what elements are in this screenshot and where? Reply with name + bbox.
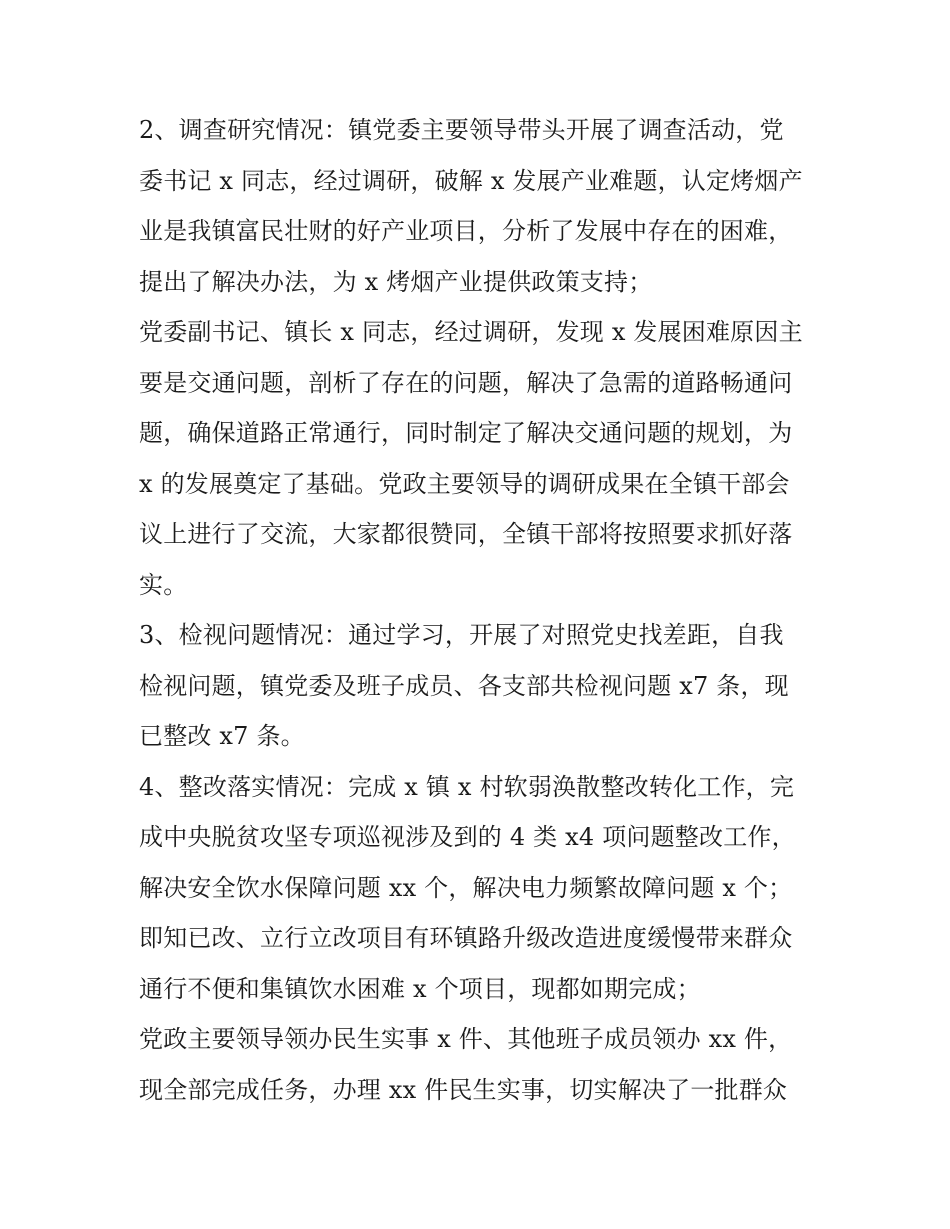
text-line-5: 党委副书记、镇长 x 同志，经过调研，发现 x 发展困难原因主 [139,318,803,346]
text-line-11: 3、检视问题情况：通过学习，开展了对照党史找差距，自我 [139,621,784,649]
text-line-1: 2、调查研究情况：镇党委主要领导带头开展了调查活动，党 [139,116,784,144]
text-line-4: 提出了解决办法，为 x 烤烟产业提供政策支持； [139,267,653,296]
text-line-12: 检视问题，镇党委及班子成员、各支部共检视问题 x7 条，现 [139,671,789,700]
text-line-15: 成中央脱贫攻坚专项巡视涉及到的 4 类 x4 项问题整改工作， [139,823,796,851]
text-line-13: 已整改 x7 条。 [139,722,305,750]
text-line-10: 实。 [139,570,188,599]
text-line-19: 党政主要领导领办民生实事 x 件、其他班子成员领办 xx 件， [139,1025,793,1053]
text-line-20: 现全部完成任务，办理 xx 件民生实事，切实解决了一批群众 [139,1075,788,1104]
text-line-18: 通行不便和集镇饮水困难 x 个项目，现都如期完成； [139,974,701,1003]
text-line-8: x 的发展奠定了基础。党政主要领导的调研成果在全镇干部会 [139,469,790,498]
document-body [139,105,829,1115]
text-line-17: 即知已改、立行立改项目有环镇路升级改造进度缓慢带来群众 [139,924,793,952]
text-line-3: 业是我镇富民壮财的好产业项目，分析了发展中存在的困难， [139,217,793,245]
text-line-2: 委书记 x 同志，经过调研，破解 x 发展产业难题，认定烤烟产 [139,166,803,195]
text-line-7: 题，确保道路正常通行，同时制定了解决交通问题的规划，为 [139,419,793,447]
text-line-14: 4、整改落实情况：完成 x 镇 x 村软弱涣散整改转化工作，完 [139,772,795,801]
text-line-16: 解决安全饮水保障问题 xx 个，解决电力频繁故障问题 x 个； [139,873,793,902]
text-line-9: 议上进行了交流，大家都很赞同，全镇干部将按照要求抓好落 [139,520,793,548]
text-line-6: 要是交通问题，剖析了存在的问题，解决了急需的道路畅通问 [139,368,793,397]
